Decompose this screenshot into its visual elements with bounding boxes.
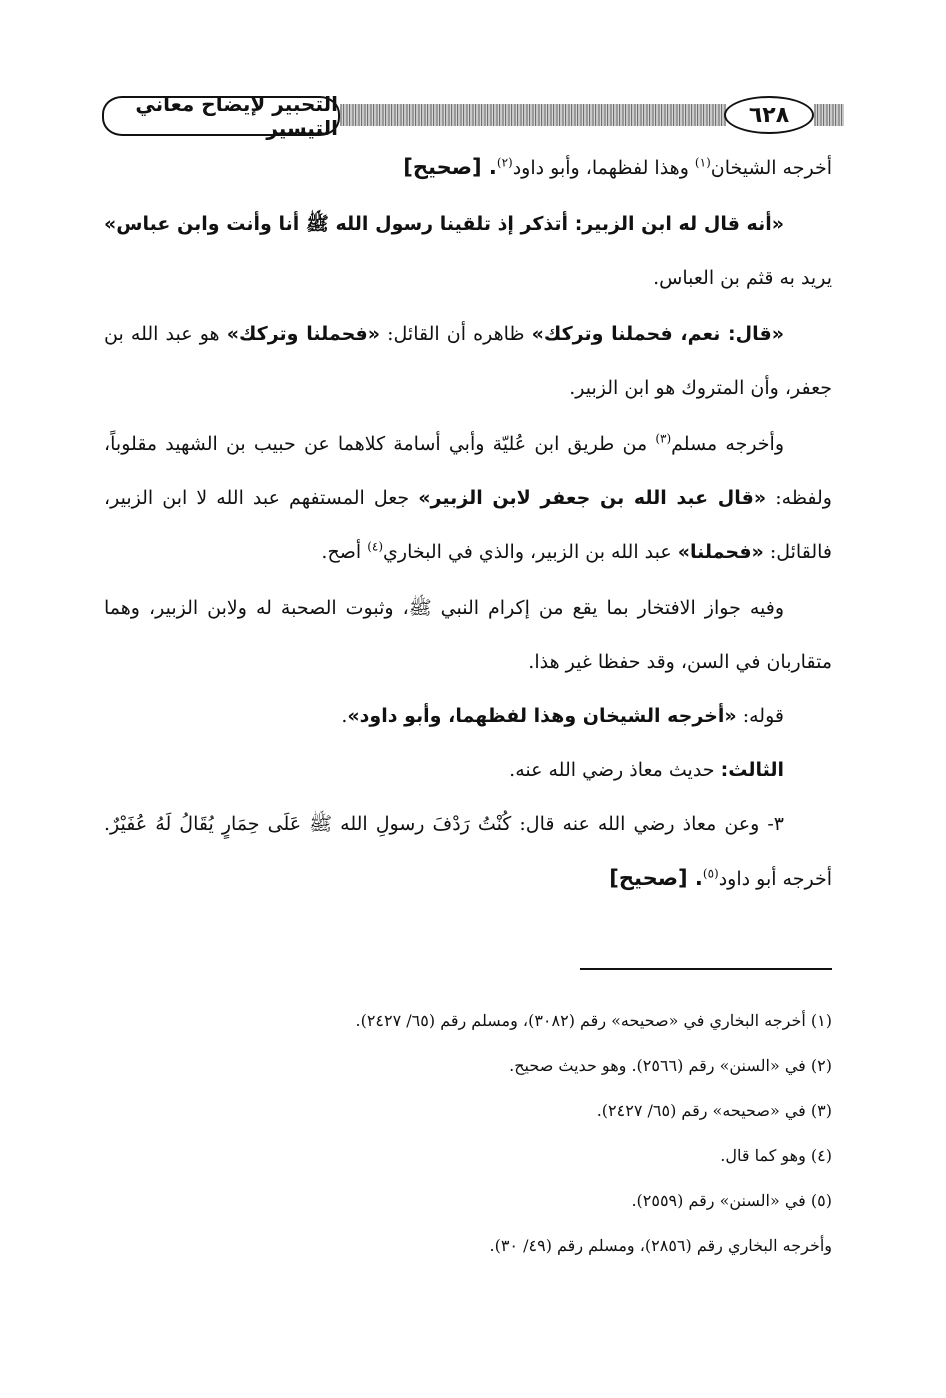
footnotes	[104, 998, 832, 1268]
footnote-ref-4: (٤)	[367, 539, 384, 554]
footnote-4: (٤) وهو كما قال.	[720, 1146, 832, 1165]
main-text	[104, 140, 832, 906]
footnote-3: (٣) في «صحيحه» رقم (٦٥/ ٢٤٢٧).	[596, 1101, 832, 1120]
paragraph-1: أخرجه الشيخان$^{(١)}$ وهذا لفظهما، وأبو داود$^{(٢)}$. [صحيح]	[403, 155, 832, 179]
paragraph-2: «أنه قال له ابن الزبير: أتذكر إذ تلقينا رسول الله ﷺ أنا وأنت وابن عباس» يريد به قثم بن العباس.	[104, 213, 832, 289]
paragraph-7: الثالث: حديث معاذ رضي الله عنه.	[509, 759, 784, 781]
footnote-1: (١) أخرجه البخاري في «صحيحه» رقم (٣٠٨٢)، ومسلم رقم (٦٥/ ٢٤٢٧).	[355, 1011, 832, 1030]
paragraph-5: وفيه جواز الافتخار بما يقع من إكرام النبي ﷺ، وثبوت الصحبة له ولابن الزبير، وهما متقاربان في السن، وقد حفظا غير هذا.	[104, 597, 832, 673]
paragraph-4: وأخرجه مسلم$^{(٣)}$ من طريق ابن عُليّة وأبي أسامة كلاهما عن حبيب بن الشهيد مقلوباً، ولفظه: «قال عبد الله بن جعفر لابن الزبير» جعل المستفهم عبد الله لا ابن الزبير، فالقائل: «فحملنا» عبد الله بن الزبير، والذي في البخاري$^{(٤)}$ أصح.	[104, 431, 832, 563]
paragraph-3: «قال: نعم، فحملنا وتركك» ظاهره أن القائل: «فحملنا وتركك» هو عبد الله بن جعفر، وأن المتروك هو ابن الزبير.	[104, 323, 832, 399]
grade-label: . [صحيح]	[609, 866, 703, 890]
header-ornament-band	[340, 104, 726, 126]
grade-label: . [صحيح]	[403, 155, 497, 179]
header-ornament-tail	[814, 104, 844, 126]
footnote-5-continued: وأخرجه البخاري رقم (٢٨٥٦)، ومسلم رقم (٤٩/ ٣٠).	[489, 1236, 832, 1255]
book-title: التحبير لإيضاح معاني التيسير	[102, 96, 340, 136]
footnote-ref-5: (٥)	[702, 866, 719, 881]
running-header	[102, 92, 844, 140]
footnote-2: (٢) في «السنن» رقم (٢٥٦٦). وهو حديث صحيح.	[509, 1056, 832, 1075]
page-number: ٦٢٨	[724, 96, 814, 134]
footnote-5: (٥) في «السنن» رقم (٢٥٥٩).	[631, 1191, 832, 1210]
footnote-separator	[580, 968, 832, 970]
paragraph-8: ٣- وعن معاذ رضي الله عنه قال: كُنْتُ رَدْفَ رسولِ الله ﷺ عَلَى حِمَارٍ يُقَالُ لَهُ عُفَيْرٌ. أخرجه أبو داود$^{(٥)}$. [صحيح]	[104, 813, 832, 890]
footnote-ref-2: (٢)	[496, 155, 513, 170]
paragraph-6: قوله: «أخرجه الشيخان وهذا لفظهما، وأبو داود».	[341, 705, 784, 727]
footnote-ref-1: (١)	[694, 155, 711, 170]
footnote-ref-3: (٣)	[655, 431, 672, 446]
